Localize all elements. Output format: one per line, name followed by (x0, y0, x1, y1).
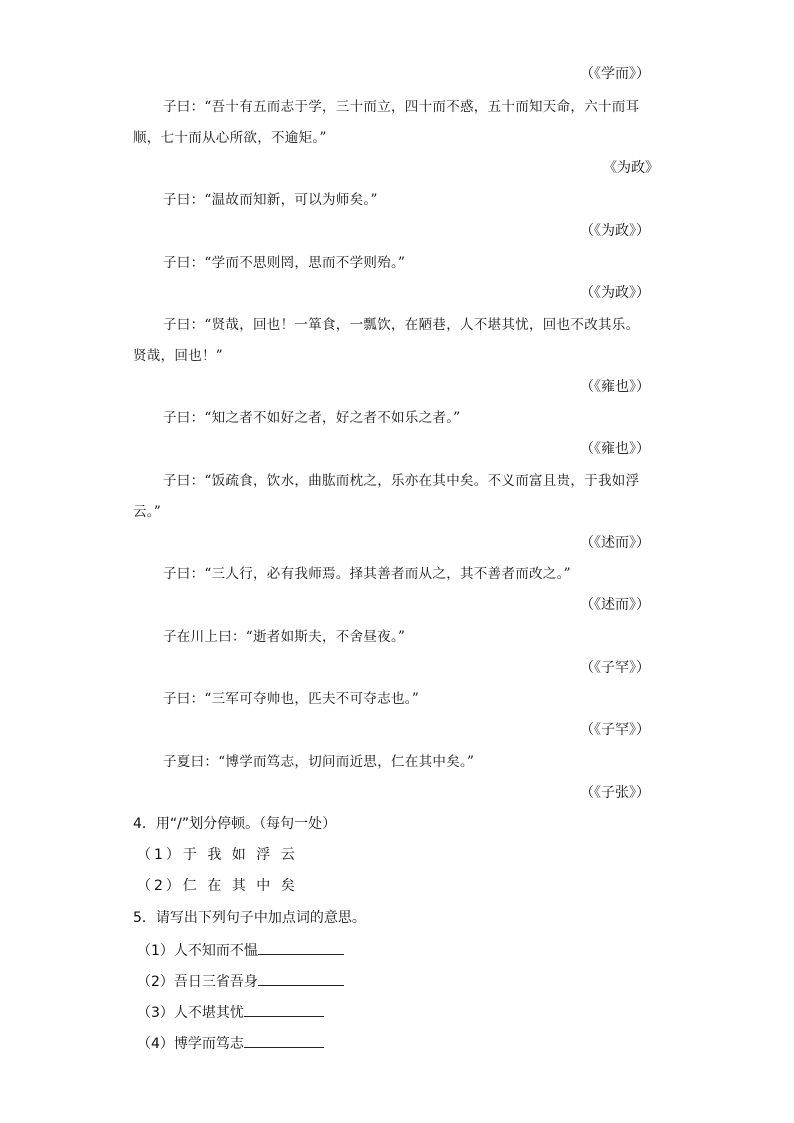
question-5-item (137, 1033, 324, 1054)
question-5-item-text: （3）人不堪其忧 (137, 1005, 244, 1021)
quote-line: 子曰：“知之者不如好之者，好之者不如乐之者。” (163, 410, 461, 426)
question-5-item-text: （2）吾日三省吾身 (137, 974, 258, 990)
answer-blank[interactable] (258, 971, 344, 986)
source-label: （《子张》） (580, 785, 650, 801)
source-label: （《子罕》） (580, 722, 650, 738)
question-5-item (137, 971, 344, 992)
quote-line: 子曰：“温故而知新，可以为师矣。” (163, 192, 378, 208)
answer-blank[interactable] (244, 1033, 324, 1048)
quote-line: 子曰：“贤哉，回也！一箪食，一瓢饮，在陋巷，人不堪其忧，回也不改其乐。 (163, 317, 640, 333)
question-4-title: 4．用“/”划分停顿。（每句一处） (133, 816, 337, 832)
question-5-item-text: （1）人不知而不愠 (137, 943, 258, 959)
quote-line: 贤哉，回也！” (133, 348, 224, 364)
quote-line: 子在川上曰：“逝者如斯夫，不舍昼夜。” (163, 629, 406, 645)
quote-line: 子曰：“吾十有五而志于学，三十而立，四十而不惑，五十而知天命，六十而耳 (163, 99, 640, 115)
question-4-item: （2）仁 在 其 中 矣 (137, 878, 298, 894)
source-label: 《为政》 (603, 160, 659, 176)
source-label: （《述而》） (580, 597, 650, 613)
source-label: （《学而》） (580, 66, 650, 82)
question-5-item-text: （4）博学而笃志 (137, 1036, 244, 1052)
source-label: （《雍也》） (580, 379, 650, 395)
quote-line: 子曰：“三军可夺帅也，匹夫不可夺志也。” (163, 691, 420, 707)
quote-line: 顺，七十而从心所欲，不逾矩。” (133, 130, 327, 146)
source-label: （《为政》） (580, 223, 650, 239)
source-label: （《子罕》） (580, 660, 650, 676)
answer-blank[interactable] (258, 940, 344, 955)
question-5-item (137, 1002, 324, 1023)
question-5-item (137, 940, 344, 961)
source-label: （《为政》） (580, 285, 650, 301)
question-5-title: 5．请写出下列句子中加点词的意思。 (133, 910, 366, 926)
quote-line: 子曰：“饭疏食，饮水，曲肱而枕之，乐亦在其中矣。不义而富且贵，于我如浮 (163, 473, 640, 489)
quote-line: 云。” (133, 504, 162, 520)
question-4-item: （1）于 我 如 浮 云 (137, 847, 298, 863)
quote-line: 子夏曰：“博学而笃志，切问而近思，仁在其中矣。” (163, 754, 475, 770)
quote-line: 子曰：“学而不思则罔，思而不学则殆。” (163, 255, 406, 271)
source-label: （《雍也》） (580, 441, 650, 457)
source-label: （《述而》） (580, 535, 650, 551)
quote-line: 子曰：“三人行，必有我师焉。择其善者而从之，其不善者而改之。” (163, 566, 571, 582)
answer-blank[interactable] (244, 1002, 324, 1017)
